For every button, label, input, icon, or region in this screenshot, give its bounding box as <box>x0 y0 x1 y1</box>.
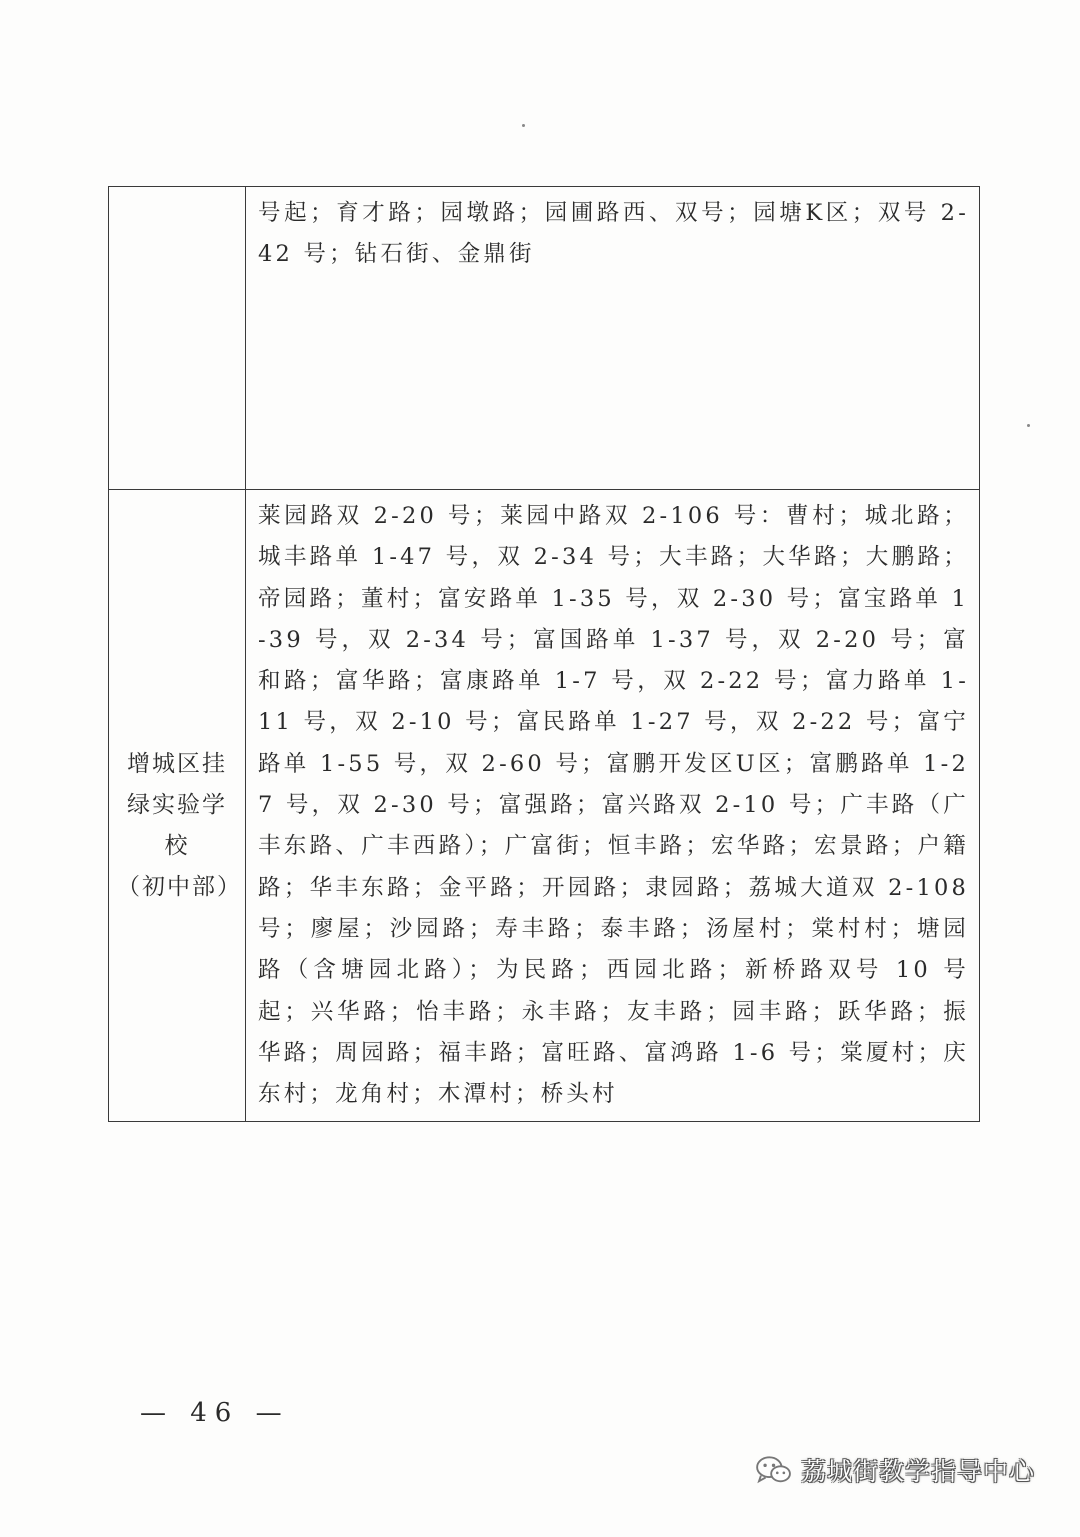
school-cell-empty <box>109 187 246 490</box>
area-cell <box>246 187 980 490</box>
school-name-text: 增城区挂绿实验学校 <box>127 750 227 859</box>
school-cell <box>109 490 246 1122</box>
watermark <box>755 1452 1035 1488</box>
table-row <box>109 490 980 1122</box>
scan-speck <box>522 124 525 127</box>
school-name <box>117 744 242 908</box>
area-cell <box>246 490 980 1122</box>
table-row <box>109 187 980 490</box>
area-text: 莱园路双 2-20 号；莱园中路双 2-106 号：曹村；城北路；城丰路单 1-47 号，双 2-34 号；大丰路；大华路；大鹏路；帝园路；董村；富安路单 1-35 号，双 2-30 号；富宝路单 1-39 号，双 2-34 号；富国路单 1-37 号，双 2-20 号；富和路；富华路；富康路单 1-7 号，双 2-22 号；富力路单 1-11 号，双 2-10 号；富民路单 1-27 号，双 2-22 号；富宁路单 1-55 号，双 2-60 号；富鹏开发区U区；富鹏路单 1-27 号，双 2-30 号；富强路；富兴路双 2-10 号；广丰路（广丰东路、广丰西路）；广富街；恒丰路；宏华路；宏景路；户籍路；华丰东路；金平路；开园路；隶园路；荔城大道双 2-108 号；廖屋；沙园路；寿丰路；泰丰路；汤屋村；棠村村；塘园路（含塘园北路）；为民路；西园北路；新桥路双号 10 号起；兴华路；怡丰路；永丰路；友丰路；园丰路；跃华路；振华路；周园路；福丰路；富旺路、富鸿路 1-6 号；棠厦村；庆东村；龙角村；木潭村；桥头村 <box>258 503 969 1108</box>
school-division: （初中部） <box>117 873 242 900</box>
wechat-icon <box>755 1455 793 1485</box>
school-zone-table <box>108 186 980 1122</box>
watermark-text: 荔城街教学指导中心 <box>801 1457 1036 1486</box>
page-number: — 46 — <box>140 1398 290 1428</box>
scan-speck <box>1027 424 1030 427</box>
area-text: 号起；育才路；园墩路；园圃路西、双号；园塘K区；双号 2-42 号；钻石街、金鼎街 <box>258 200 969 268</box>
